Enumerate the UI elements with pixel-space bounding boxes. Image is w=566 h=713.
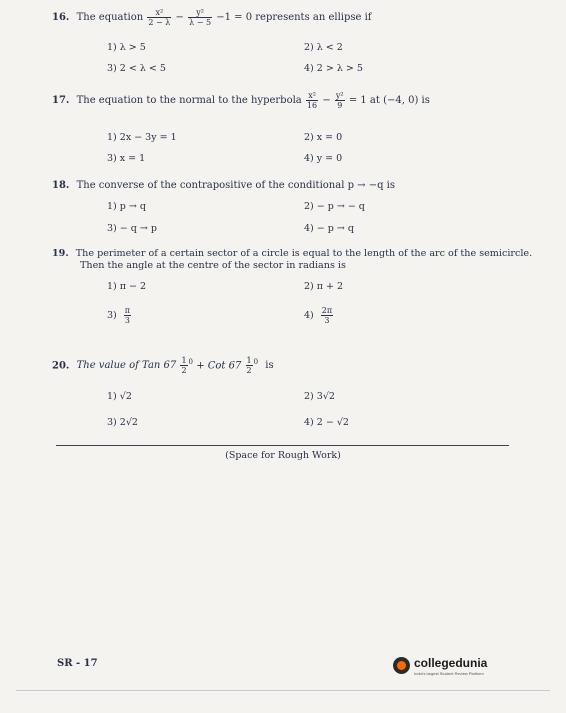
option-3: 3) x = 1: [107, 153, 146, 164]
option-1: 1) π − 2: [107, 281, 147, 292]
fraction: $\frac{1}{2}$: [246, 356, 252, 376]
option-2: 2) x = 0: [304, 132, 343, 143]
degree-sign: 0: [253, 358, 259, 366]
question-17: 17. The equation to the normal to the hyperbola $\frac{\text{x²}}{16}$ − $\frac{\text{y²}}{9}$ = 1 at (−4, 0) is: [52, 91, 430, 110]
option-3: 3) − q → p: [107, 223, 157, 234]
degree-sign: 0: [188, 358, 193, 366]
option-3: 3) 2√2: [107, 417, 138, 428]
fraction: $\frac{\text{y²}}{\lambda - 5}$: [189, 8, 212, 27]
question-stem-post: = 1 at (−4, 0) is: [348, 95, 430, 106]
option-4: 4) 2 > λ > 5: [304, 63, 363, 74]
option-1: 1) p → q: [107, 201, 146, 212]
logo-wordmark: collegedunia: [414, 656, 488, 670]
question-number: 19.: [52, 248, 69, 259]
question-stem-post: is: [265, 360, 274, 372]
fraction: $\frac{1}{2}$: [181, 356, 187, 376]
fraction: $\frac{\pi}{3}$: [124, 306, 131, 325]
fraction: $\frac{2\pi}{3}$: [321, 306, 333, 325]
question-stem-line1: The perimeter of a certain sector of a circle is equal to the length of the arc of the semicircle.: [75, 248, 533, 259]
question-stem: The converse of the contrapositive of the conditional p → −q is: [76, 180, 395, 191]
fraction: $\frac{\text{y²}}{9}$: [335, 91, 344, 110]
question-stem-mid: + Cot 67: [196, 360, 242, 372]
question-stem-line2: Then the angle at the centre of the sector in radians is: [80, 260, 346, 271]
collegedunia-logo: [393, 656, 511, 680]
question-number: 18.: [52, 180, 70, 191]
fraction: $\frac{\text{x²}}{16}$: [306, 91, 318, 110]
page-code: SR - 17: [57, 658, 98, 669]
question-19: [52, 248, 532, 272]
logo-tagline: India's largest Student Review Platform: [414, 671, 484, 676]
question-stem-post: −1 = 0 represents an ellipse if: [216, 12, 372, 23]
bottom-rule: [16, 690, 550, 691]
option-1: 1) λ > 5: [107, 42, 146, 53]
question-20: [52, 356, 274, 375]
question-18: [52, 180, 395, 192]
option-4: 4) 2 − √2: [304, 417, 349, 428]
option-4: 4) $\frac{2\pi}{3}$: [304, 306, 333, 325]
rough-work-label: (Space for Rough Work): [225, 450, 341, 461]
question-16: 16. The equation $\frac{\text{x²}}{2 - \lambda}$ − $\frac{\text{y²}}{\lambda - 5}$ −1 = 0 represents an ellipse if: [52, 8, 372, 27]
option-2: 2) − p → − q: [304, 201, 365, 212]
option-1: 1) √2: [107, 391, 132, 402]
question-number: 16.: [52, 12, 70, 23]
option-2: 2) λ < 2: [304, 42, 343, 53]
option-1: 1) 2x − 3y = 1: [107, 132, 177, 143]
option-4: 4) y = 0: [304, 153, 343, 164]
question-stem-pre: The equation to the normal to the hyperbola: [76, 95, 302, 106]
option-4: 4) − p → q: [304, 223, 354, 234]
option-2: 2) π + 2: [304, 281, 344, 292]
question-number: 20.: [52, 360, 70, 372]
option-3: 3) $\frac{\pi}{3}$: [107, 306, 131, 325]
question-number: 17.: [52, 95, 70, 106]
divider-rule: [56, 445, 509, 446]
question-stem-pre: The equation: [76, 12, 144, 23]
fraction: $\frac{\text{x²}}{2 - \lambda}$: [148, 8, 171, 27]
logo-mark-icon: [393, 657, 410, 674]
option-3: 3) 2 < λ < 5: [107, 63, 166, 74]
option-2: 2) 3√2: [304, 391, 335, 402]
question-stem-pre: The value of Tan 67: [76, 360, 177, 372]
